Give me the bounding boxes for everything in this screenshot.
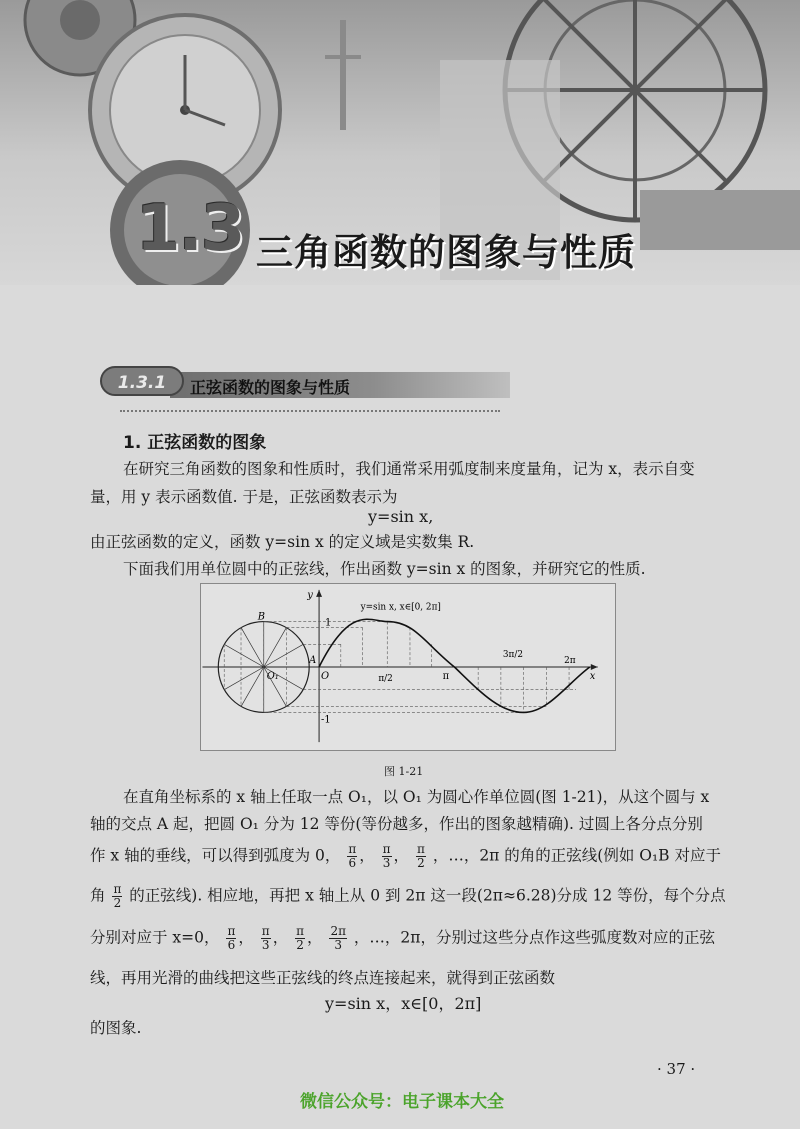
- fraction-pi-2: $\frac{\pi}{2}$: [416, 842, 425, 870]
- chapter-title: 三角函数的图象与性质: [256, 231, 636, 274]
- tick-label-pi-half: π/2: [378, 673, 393, 684]
- dotted-divider: [120, 410, 500, 412]
- paragraph-line: 线，再用光滑的曲线把这些正弦线的终点连接起来，就得到正弦函数: [90, 969, 556, 987]
- figure-sine-graph: [200, 583, 616, 751]
- section-header: [90, 362, 510, 402]
- sine-curve: [319, 619, 590, 712]
- point-O1-label: O₁: [266, 670, 279, 682]
- tick-label-2pi: 2π: [564, 656, 576, 667]
- fraction-pi-2: $\frac{\pi}{2}$: [296, 924, 305, 952]
- section-title: 正弦函数的图象与性质: [190, 378, 351, 397]
- text-segment: 的正弦线). 相应地，再把 x 轴上从 0 到 2π 这一段(2π≈6.28)分成 12 等份，每个分点: [129, 886, 726, 905]
- tick-label-1: 1: [325, 617, 332, 629]
- paragraph-line-with-fractions: 分别对应于 x=0， $\frac{\pi}{6}$ ， $\frac{\pi}{3}$ ， $\frac{\pi}{2}$ ， $\frac{2\pi}{3}$ ，…，2π，分别过这些分点作这些弧度数对应的正弦: [90, 924, 715, 952]
- text-segment: 分别对应于 x=0，: [90, 928, 220, 947]
- formula: y=sin x，x∈[0，2π]: [325, 994, 482, 1013]
- formula: y=sin x,: [368, 507, 434, 526]
- tick-label-neg1: -1: [321, 714, 331, 726]
- point-A-label: A: [309, 655, 317, 667]
- origin-label: O: [321, 670, 330, 682]
- section-number: 1.3.1: [100, 366, 184, 396]
- fraction-pi-6: $\frac{\pi}{6}$: [227, 924, 236, 952]
- text-segment: ，…，2π 的角的正弦线(例如 O₁B 对应于: [432, 846, 722, 865]
- y-axis-label: y: [307, 589, 313, 601]
- page-number: · 37 ·: [657, 1060, 696, 1078]
- paragraph-line: 量，用 y 表示函数值. 于是，正弦函数表示为: [90, 488, 398, 506]
- sine-construction-diagram: [201, 584, 615, 750]
- footer-watermark: 微信公众号：电子课本大全: [300, 1092, 504, 1112]
- curve-label: y=sin x, x∈[0, 2π]: [360, 602, 441, 613]
- fraction-pi-6: $\frac{\pi}{6}$: [348, 842, 357, 870]
- subsection-heading: 1. 正弦函数的图象: [123, 433, 267, 453]
- x-axis-label: x: [589, 670, 596, 682]
- tick-label-3pi-half: 3π/2: [502, 650, 523, 661]
- fraction-pi-3: $\frac{\pi}{3}$: [382, 842, 391, 870]
- text-segment: 角: [90, 886, 106, 905]
- fraction-2pi-3: $\frac{2\pi}{3}$: [330, 924, 346, 952]
- paragraph-line: 的图象.: [90, 1019, 142, 1037]
- text-segment: 作 x 轴的垂线，可以得到弧度为 0，: [90, 846, 341, 865]
- text-segment: ，…，2π，分别过这些分点作这些弧度数对应的正弦: [353, 928, 715, 947]
- tick-label-pi: π: [442, 670, 450, 682]
- chapter-banner: [0, 0, 800, 285]
- paragraph-line: 由正弦函数的定义，函数 y=sin x 的定义域是实数集 R.: [90, 533, 475, 551]
- fraction-pi-2: $\frac{\pi}{2}$: [113, 882, 122, 910]
- fraction-pi-3: $\frac{\pi}{3}$: [261, 924, 270, 952]
- figure-caption: 图 1-21: [384, 765, 424, 778]
- paragraph-line: 下面我们用单位圆中的正弦线，作出函数 y=sin x 的图象，并研究它的性质.: [123, 560, 646, 578]
- chapter-number: 1.3: [136, 192, 244, 266]
- paragraph-line: 在研究三角函数的图象和性质时，我们通常采用弧度制来度量角，记为 x，表示自变: [123, 460, 695, 478]
- paragraph-line-with-fractions: [90, 883, 726, 910]
- paragraph-line-with-fractions: 作 x 轴的垂线，可以得到弧度为 0， $\frac{\pi}{6}$ ， $\frac{\pi}{3}$ ， $\frac{\pi}{2}$ ，…，2π 的角的正弦线(例如 O₁B 对应于: [90, 842, 722, 870]
- point-B-label: B: [257, 611, 266, 623]
- paragraph-line: 轴的交点 A 起，把圆 O₁ 分为 12 等份(等份越多，作出的图象越精确). 过圆上各分点分别: [90, 815, 703, 833]
- paragraph-line: 在直角坐标系的 x 轴上任取一点 O₁，以 O₁ 为圆心作单位圆(图 1-21)，从这个圆与 x: [123, 788, 710, 806]
